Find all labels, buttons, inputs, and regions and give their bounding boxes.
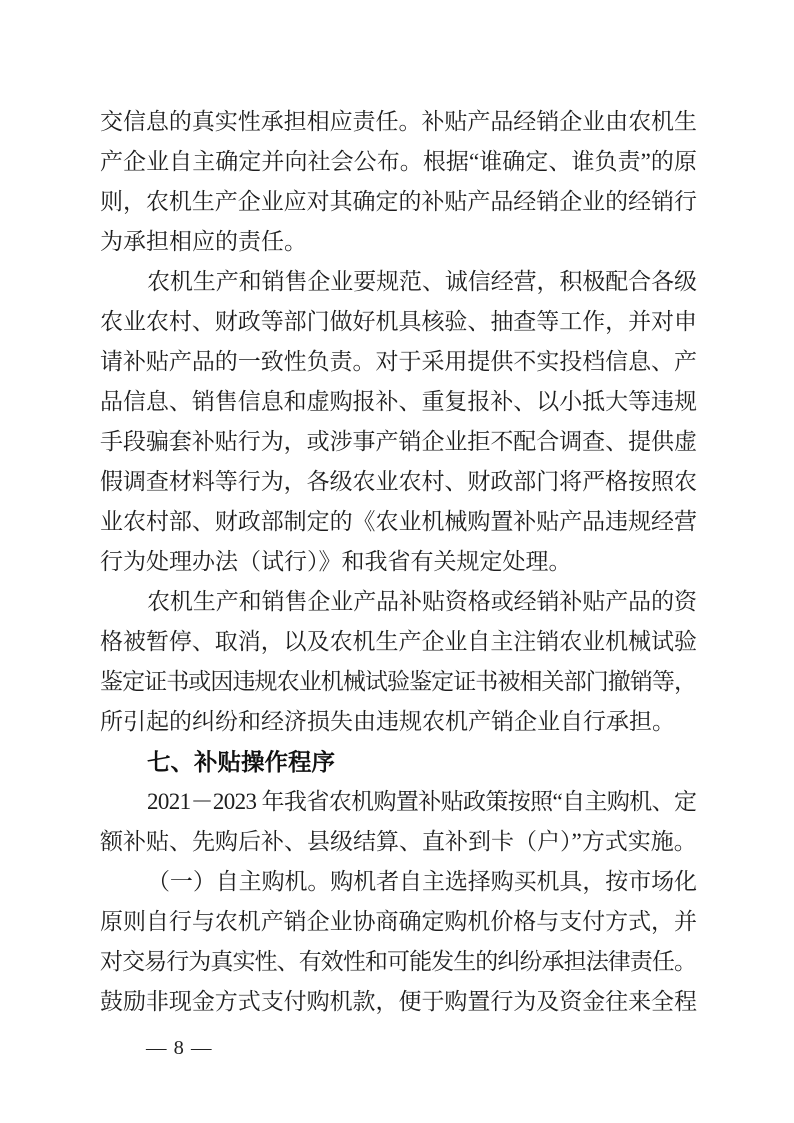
body-text-line: 请补贴产品的一致性负责。对于采用提供不实投档信息、产 [100, 349, 697, 374]
section-heading: 七、补贴操作程序 [147, 749, 335, 775]
body-text-line: 品信息、销售信息和虚购报补、重复报补、以小抵大等违规 [100, 389, 697, 414]
body-text-line: 原则自行与农机产销企业协商确定购机价格与支付方式，并 [100, 909, 697, 934]
body-text-line: 额补贴、先购后补、县级结算、直补到卡（户）”方式实施。 [100, 829, 697, 854]
document-body [100, 102, 697, 1022]
body-text-line: 则，农机生产企业应对其确定的补贴产品经销企业的经销行 [100, 189, 697, 214]
body-text-line: 交信息的真实性承担相应责任。补贴产品经销企业由农机生 [100, 109, 697, 134]
body-text-line: 手段骗套补贴行为，或涉事产销企业拒不配合调查、提供虚 [100, 429, 697, 454]
body-text-line: 为承担相应的责任。 [100, 229, 307, 254]
body-text-line: 所引起的纠纷和经济损失由违规农机产销企业自行承担。 [100, 709, 675, 734]
body-text-line: （一）自主购机。购机者自主选择购买机具，按市场化 [147, 869, 697, 894]
body-text-line: 行为处理办法（试行）》和我省有关规定处理。 [100, 549, 572, 574]
body-text-line: 鉴定证书或因违规农业机械试验鉴定证书被相关部门撤销等， [100, 669, 697, 694]
body-text-line: 假调查材料等行为，各级农业农村、财政部门将严格按照农 [100, 469, 697, 494]
body-text-line: 对交易行为真实性、有效性和可能发生的纠纷承担法律责任。 [100, 949, 697, 974]
body-text-line: 农机生产和销售企业产品补贴资格或经销补贴产品的资 [147, 589, 697, 614]
body-text-line: 农机生产和销售企业要规范、诚信经营，积极配合各级 [147, 269, 697, 294]
body-text-line: 业农村部、财政部制定的《农业机械购置补贴产品违规经营 [100, 509, 697, 534]
body-text-line: 格被暂停、取消，以及农机生产企业自主注销农业机械试验 [100, 629, 697, 654]
body-text-line: 鼓励非现金方式支付购机款，便于购置行为及资金往来全程 [100, 989, 697, 1014]
page-number: — 8 — [146, 1037, 213, 1059]
body-text-line: 产企业自主确定并向社会公布。根据“谁确定、谁负责”的原 [100, 149, 698, 174]
body-text-line: 2021－2023 年我省农机购置补贴政策按照“自主购机、定 [147, 789, 697, 814]
body-text-line: 农业农村、财政等部门做好机具核验、抽查等工作，并对申 [100, 309, 697, 334]
